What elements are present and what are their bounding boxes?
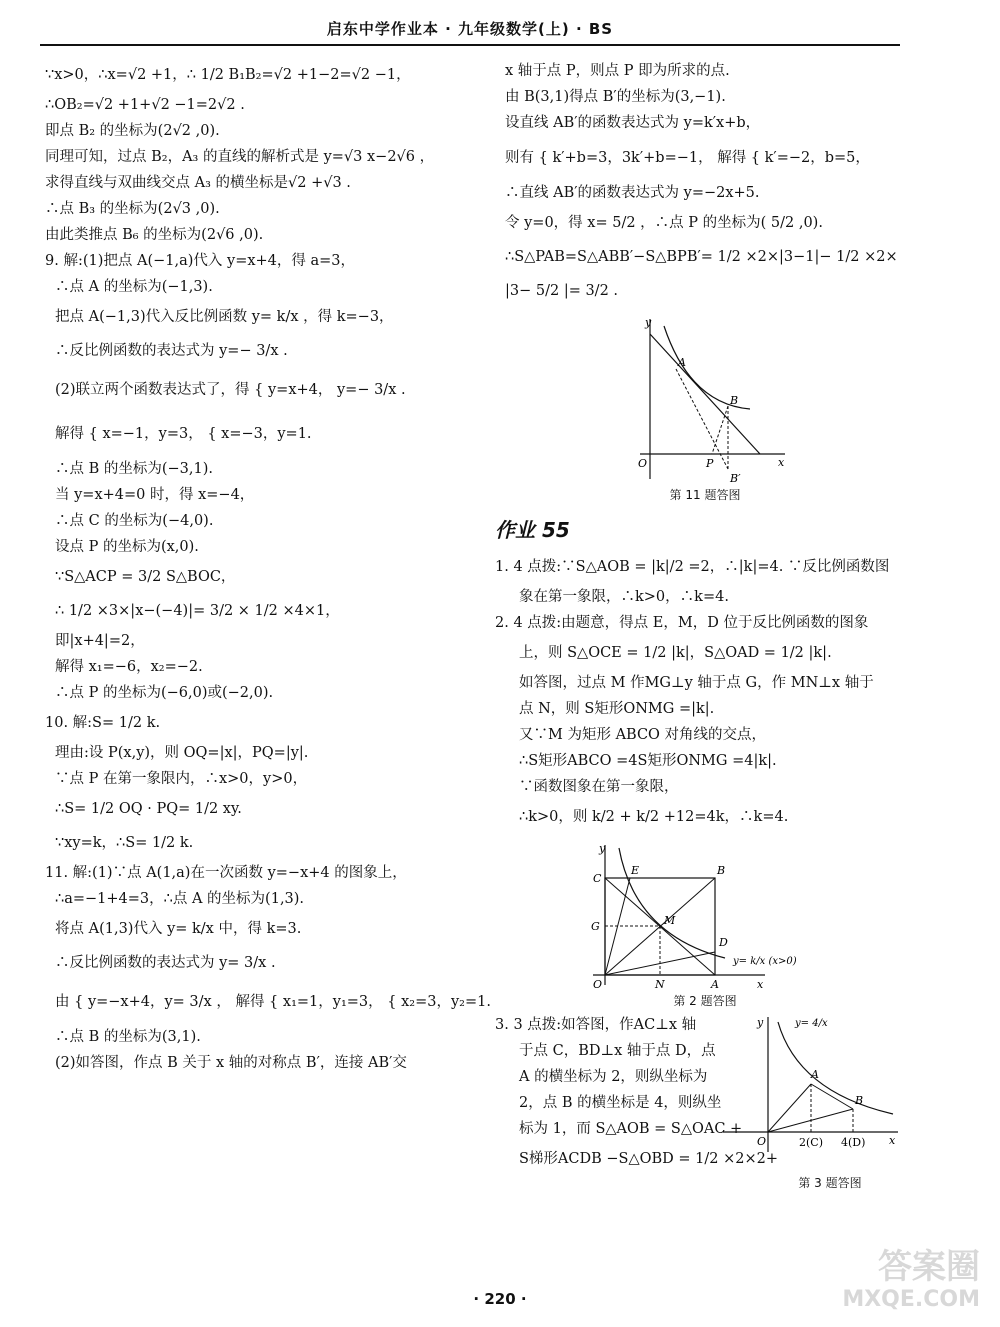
point-c-label: 2(C) xyxy=(799,1136,823,1149)
text-line: ∴点 P 的坐标为(−6,0)或(−2,0). xyxy=(55,685,274,701)
hyperbola-curve xyxy=(778,1022,893,1114)
origin-label: O xyxy=(638,457,648,470)
page-number: · 220 · xyxy=(473,1290,527,1308)
y-label: y xyxy=(757,1016,764,1029)
text-line: 象在第一象限，∴k>0，∴k=4. xyxy=(519,589,729,605)
origin-label: O xyxy=(757,1135,767,1148)
text-line: 由 B(3,1)得点 B′的坐标为(3,−1). xyxy=(505,89,726,105)
point-e-label: E xyxy=(631,864,640,877)
problem-9-start: 9. 解:(1)把点 A(−1,a)代入 y=x+4，得 a=3， xyxy=(45,253,356,269)
text-line: |3− 5/2 |= 3/2 . xyxy=(505,283,619,299)
text-line: A 的横坐标为 2，则纵坐标为 xyxy=(519,1069,708,1085)
text-line: ∴点 C 的坐标为(−4,0). xyxy=(55,513,214,529)
segment-ab xyxy=(811,1084,853,1109)
text-line: 由此类推点 B₆ 的坐标为(2√6 ,0). xyxy=(45,227,264,243)
text-line: (2)联立两个函数表达式了，得 { y=x+4， y=− 3/x . xyxy=(55,382,406,398)
point-d-label: D xyxy=(719,936,728,949)
figure-11-caption: 第 11 题答图 xyxy=(669,488,741,502)
right-column xyxy=(495,58,915,1202)
text-line: ∴S矩形ABCO =4S矩形ONMG =4|k|. xyxy=(519,753,777,769)
header-rule xyxy=(40,44,900,46)
x-label: x xyxy=(757,978,764,991)
point-g-label: G xyxy=(591,920,600,933)
left-column xyxy=(45,58,491,1076)
text-line: 点 N，则 S矩形ONMG =|k|. xyxy=(519,701,715,717)
text-line: 2，点 B 的横坐标是 4，则纵坐 xyxy=(519,1095,722,1111)
text-line: 将点 A(1,3)代入 y= k/x 中，得 k=3. xyxy=(55,921,302,937)
text-line: 求得直线与双曲线交点 A₃ 的横坐标是√2 +√3 . xyxy=(45,175,351,191)
point-m-label: M xyxy=(664,914,676,927)
figure-3 xyxy=(723,1012,903,1162)
text-line: (2)如答图，作点 B 关于 x 轴的对称点 B′，连接 AB′交 xyxy=(55,1055,407,1071)
point-b-label: B xyxy=(717,864,726,877)
text-line: ∴OB₂=√2 +1+√2 −1=2√2 . xyxy=(45,97,245,113)
text-line: 解得 x₁=−6，x₂=−2. xyxy=(55,659,203,675)
x-label: x xyxy=(889,1134,896,1147)
problem-2: 2. 4 点拨:由题意，得点 E，M，D 位于反比例函数的图象 xyxy=(495,615,869,631)
text-line: 理由:设 P(x,y)，则 OQ=|x|，PQ=|y|. xyxy=(55,745,309,761)
figure-2-caption: 第 2 题答图 xyxy=(673,994,737,1008)
text-line: ∵点 P 在第一象限内，∴x>0，y>0， xyxy=(55,771,308,787)
text-line: x 轴于点 P，则点 P 即为所求的点. xyxy=(505,63,730,79)
text-line: 标为 1，而 S△AOB = S△OAC + xyxy=(519,1121,743,1137)
line-ab xyxy=(650,334,760,454)
problem-3-text xyxy=(495,1012,779,1176)
text-line: ∵函数图象在第一象限， xyxy=(519,779,679,795)
text-line: ∴k>0，则 k/2 + k/2 +12=4k，∴k=4. xyxy=(519,809,789,825)
origin-label: O xyxy=(593,978,603,991)
text-line: ∴S△PAB=S△ABB′−S△BPB′= 1/2 ×2×|3−1|− 1/2 ×2× xyxy=(505,249,898,265)
text-line: ∵xy=k，∴S= 1/2 k. xyxy=(55,835,194,851)
text-line: ∴反比例函数的表达式为 y= 3/x . xyxy=(55,955,276,971)
text-line: 设点 P 的坐标为(x,0). xyxy=(55,539,199,555)
watermark-text: 答案圈 xyxy=(878,1247,980,1287)
problem-11-start: 11. 解:(1)∵点 A(1,a)在一次函数 y=−x+4 的图象上， xyxy=(45,865,407,881)
point-n-label: N xyxy=(655,978,665,991)
segment-oa xyxy=(768,1084,811,1132)
text-line: ∴点 B 的坐标为(3,1). xyxy=(55,1029,201,1045)
text-line: ∴反比例函数的表达式为 y=− 3/x . xyxy=(55,343,288,359)
problem-3: 3. 3 点拨:如答图，作AC⊥x 轴 xyxy=(495,1017,697,1033)
text-line: ∴S= 1/2 OQ · PQ= 1/2 xy. xyxy=(55,801,242,817)
text-line: ∴a=−1+4=3，∴点 A 的坐标为(1,3). xyxy=(55,891,305,907)
watermark-url: MXQE.COM xyxy=(842,1287,980,1312)
y-label: y xyxy=(599,842,606,855)
function-label: y= k/x (x>0) xyxy=(733,956,797,967)
text-line: ∴直线 AB′的函数表达式为 y=−2x+5. xyxy=(505,185,760,201)
text-line: 令 y=0，得 x= 5/2 ，∴点 P 的坐标为( 5/2 ,0). xyxy=(505,215,823,231)
point-a-label: A xyxy=(811,1068,819,1081)
x-label: x xyxy=(778,456,785,469)
figure-11 xyxy=(620,314,790,484)
text-line: 解得 { x=−1，y=3， { x=−3，y=1. xyxy=(55,426,312,442)
segment-bp xyxy=(712,406,728,454)
text-line: 同理可知，过点 B₂，A₃ 的直线的解析式是 y=√3 x−2√6 ， xyxy=(45,149,435,165)
text-line: ∴点 B₃ 的坐标为(2√3 ,0). xyxy=(45,201,220,217)
point-b-label: B xyxy=(855,1094,864,1107)
point-p-label: P xyxy=(706,457,714,470)
text-line: 当 y=x+4=0 时，得 x=−4， xyxy=(55,487,255,503)
text-line: 即|x+4|=2， xyxy=(55,633,145,649)
text-line: 如答图，过点 M 作MG⊥y 轴于点 G，作 MN⊥x 轴于 xyxy=(519,675,874,691)
problem-10-start: 10. 解:S= 1/2 k. xyxy=(45,715,161,731)
problem-1: 1. 4 点拨:∵S△AOB = |k|/2 =2，∴|k|=4. ∵反比例函数图 xyxy=(495,559,890,575)
text-line: 上，则 S△OCE = 1/2 |k|，S△OAD = 1/2 |k|. xyxy=(519,645,832,661)
point-a-label: A xyxy=(711,978,719,991)
function-label: y= 4/x xyxy=(795,1018,828,1029)
point-b-prime-label: B′ xyxy=(730,472,741,485)
text-line: 由 { y=−x+4，y= 3/x ， 解得 { x₁=1，y₁=3， { x₂=3，y₂=1. xyxy=(55,994,491,1010)
text-line: ∵x>0，∴x=√2 +1，∴ 1/2 B₁B₂=√2 +1−2=√2 −1， xyxy=(45,67,411,83)
text-line: ∴ 1/2 ×3×|x−(−4)|= 3/2 × 1/2 ×4×1， xyxy=(55,603,340,619)
text-line: ∵S△ACP = 3/2 S△BOC， xyxy=(55,569,236,585)
point-c-label: C xyxy=(593,872,602,885)
watermark-logo xyxy=(810,1247,980,1317)
point-d-label: 4(D) xyxy=(841,1136,866,1149)
text-line: 即点 B₂ 的坐标为(2√2 ,0). xyxy=(45,123,220,139)
page-header: 启东中学作业本 · 九年级数学(上) · BS xyxy=(326,20,614,38)
text-line: 又∵M 为矩形 ABCO 对角线的交点， xyxy=(519,727,767,743)
problem-3-block xyxy=(495,1012,915,1202)
point-b-label: B xyxy=(730,394,739,407)
text-line: ∴点 A 的坐标为(−1,3). xyxy=(55,279,213,295)
text-line: 于点 C，BD⊥x 轴于点 D，点 xyxy=(519,1043,716,1059)
text-line: 则有 { k′+b=3，3k′+b=−1， 解得 { k′=−2，b=5， xyxy=(505,150,870,166)
y-label: y xyxy=(645,316,652,329)
point-a-label: A xyxy=(678,356,686,369)
section-title: 作业 55 xyxy=(495,518,570,542)
text-line: ∴点 B 的坐标为(−3,1). xyxy=(55,461,214,477)
figure-3-caption: 第 3 题答图 xyxy=(798,1176,862,1190)
text-line: S梯形ACDB −S△OBD = 1/2 ×2×2+ xyxy=(519,1151,779,1167)
text-line: 把点 A(−1,3)代入反比例函数 y= k/x ，得 k=−3， xyxy=(55,309,394,325)
text-line: 设直线 AB′的函数表达式为 y=k′x+b， xyxy=(505,115,761,131)
figure-2 xyxy=(585,840,825,990)
